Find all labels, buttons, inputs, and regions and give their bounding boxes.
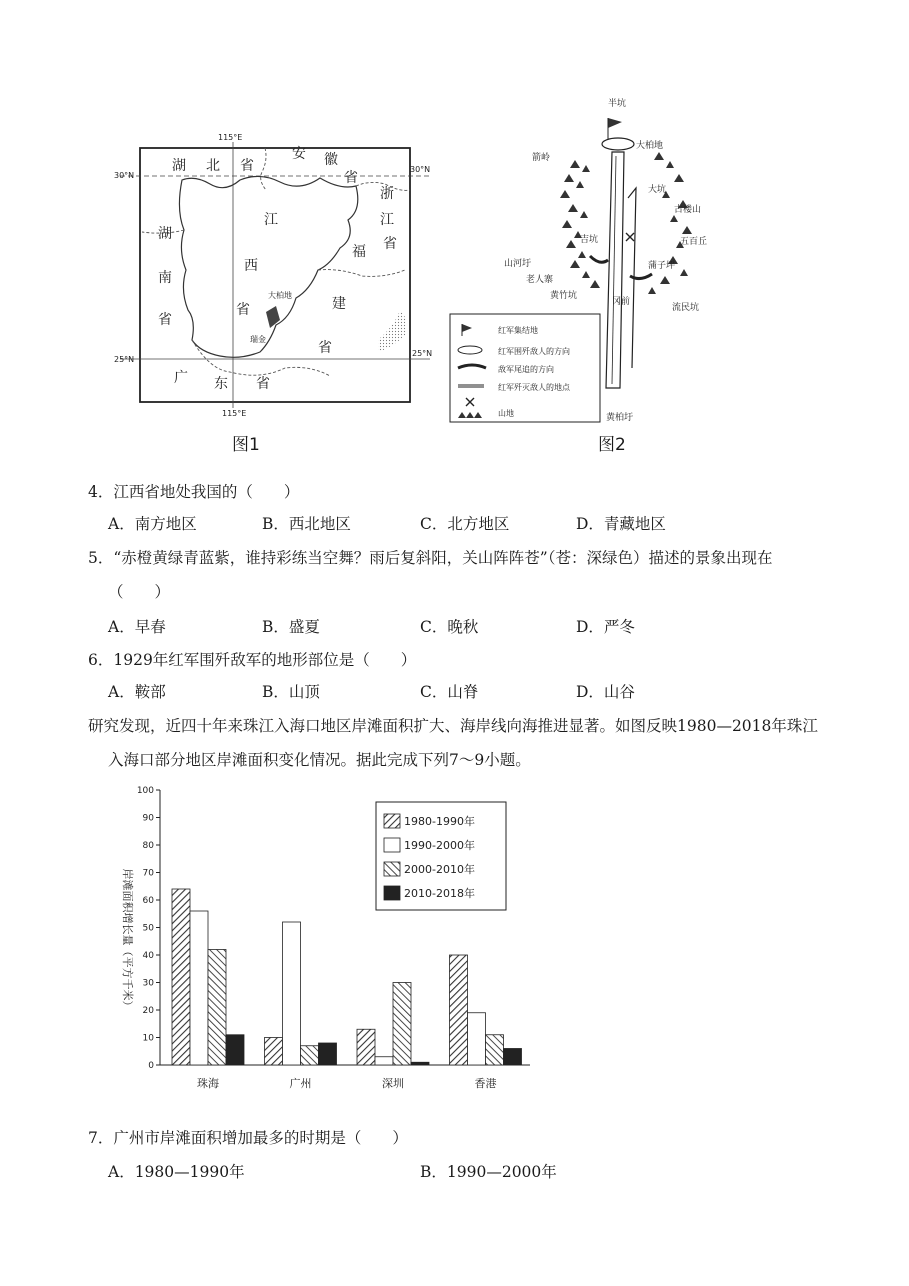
question-6-option-a[interactable]: A．鞍部: [108, 683, 166, 701]
place-label: 古楼山: [674, 205, 702, 215]
lon-label-top: 115°E: [218, 133, 243, 142]
lat-30-left-label: 30°N: [114, 171, 135, 180]
map-label-ruijin: 瑞金: [250, 335, 266, 344]
map-label: 省: [256, 376, 270, 392]
map-label: 省: [383, 236, 397, 252]
place-label: 老人寨: [526, 275, 554, 285]
chart-legend-swatch: [384, 886, 400, 900]
figure2-map: [440, 88, 740, 428]
chart-bar: [411, 1062, 429, 1065]
chart-bar: [226, 1035, 244, 1065]
place-label: 山河圩: [504, 259, 532, 269]
map-label: 西: [244, 258, 258, 274]
chart-category-label: 广州: [289, 1077, 312, 1090]
chart-category-label: 深圳: [382, 1077, 404, 1090]
place-label: 蒲子坪: [648, 261, 676, 271]
chart-y-tick-label: 80: [142, 841, 154, 851]
map-label: 省: [240, 158, 254, 174]
chart-bar: [265, 1038, 283, 1066]
map-label: 省: [158, 312, 172, 328]
map-label: 南: [158, 270, 172, 286]
map-label: 安: [292, 146, 306, 162]
chart-bar: [468, 1013, 486, 1065]
gathering-point-icon: [602, 138, 634, 150]
chart-y-axis-label: 岸滩面积增长量（平方千米）: [121, 868, 134, 1012]
place-label: 大坑: [648, 185, 667, 195]
battle-point-icon: [626, 233, 634, 241]
chart-y-tick-label: 0: [148, 1061, 154, 1071]
map-label: 浙: [380, 186, 394, 202]
map-label-daibaidi: 大柏地: [268, 291, 292, 300]
figure1-caption: 图1: [232, 435, 260, 455]
legend-label: 红军集结地: [498, 326, 538, 335]
figure1-map: [100, 120, 440, 420]
chart-legend-swatch: [384, 838, 400, 852]
lat-25-left-label: 25°N: [114, 355, 135, 364]
map-label: 东: [214, 376, 228, 392]
map-label: 湖: [158, 226, 172, 242]
chart-bar: [190, 911, 208, 1065]
chart-category-label: 香港: [474, 1077, 497, 1090]
chart-legend-swatch: [384, 814, 400, 828]
map-label: 湖: [172, 158, 186, 174]
chart-bar: [283, 922, 301, 1065]
jiangxi-border: [179, 176, 357, 357]
passage-line-1: 研究发现，近四十年来珠江入海口地区岸滩面积扩大、海岸线向海推进显著。如图反映1980—2018年珠江: [88, 717, 818, 735]
chart-bar: [450, 955, 468, 1065]
map-label: 省: [344, 170, 358, 186]
chart-bar: [208, 950, 226, 1066]
chart-legend-label: 1980-1990年: [404, 815, 475, 828]
question-5-stem-cont: （ ）: [108, 583, 171, 601]
chart-y-tick-label: 30: [142, 978, 154, 989]
map-label: 省: [236, 302, 250, 318]
map-label: 徽: [324, 152, 338, 168]
flag-icon: [608, 118, 622, 128]
map-label: 省: [318, 340, 332, 356]
legend-label: 山地: [498, 409, 514, 418]
map-label: 江: [380, 212, 394, 228]
place-label: 黄竹坑: [550, 291, 578, 301]
question-6-stem: 6．1929年红军围歼敌军的地形部位是（ ）: [88, 651, 417, 669]
chart-bar: [486, 1035, 504, 1065]
lat-30-right-label: 30°N: [410, 165, 431, 174]
chart-y-tick-label: 90: [142, 813, 154, 824]
chart-y-tick-label: 70: [142, 868, 154, 879]
chart-y-tick-label: 50: [142, 923, 154, 934]
question-7-option-a[interactable]: A．1980—1990年: [108, 1163, 245, 1181]
chart-y-tick-label: 60: [142, 896, 154, 906]
place-label: 箭岭: [532, 153, 551, 163]
beach-area-chart: [110, 780, 550, 1100]
mountain-icon: [560, 152, 692, 294]
place-label: 流民坑: [672, 303, 700, 313]
passage-line-2: 入海口部分地区岸滩面积变化情况。据此完成下列7～9小题。: [108, 751, 531, 769]
map-label: 福: [352, 244, 366, 260]
place-label: 大柏地: [636, 141, 664, 151]
chart-y-tick-label: 20: [142, 1006, 154, 1016]
chart-bar: [504, 1049, 522, 1066]
question-4-option-d[interactable]: D．青藏地区: [576, 515, 666, 533]
question-4-stem: 4．江西省地处我国的（ ）: [88, 483, 300, 501]
question-5-option-b[interactable]: B．盛夏: [262, 618, 320, 636]
question-7-stem: 7．广州市岸滩面积增加最多的时期是（ ）: [88, 1129, 408, 1147]
chart-legend-label: 2010-2018年: [404, 887, 475, 900]
chart-bar: [319, 1043, 337, 1065]
question-4-option-c[interactable]: C．北方地区: [420, 515, 510, 533]
map-label: 北: [206, 158, 220, 174]
daibaidi-area: [266, 306, 280, 328]
chart-bar: [301, 1046, 319, 1065]
question-4-option-a[interactable]: A．南方地区: [108, 515, 197, 533]
place-label: 黄柏圩: [606, 413, 634, 423]
lat-25-right-label: 25°N: [412, 349, 433, 358]
legend-label: 红军歼灭敌人的地点: [498, 383, 570, 392]
legend-label: 敌军尾追的方向: [498, 365, 554, 374]
legend-label: 红军围歼敌人的方向: [498, 347, 570, 356]
question-4-option-b[interactable]: B．西北地区: [262, 515, 351, 533]
chart-y-tick-label: 100: [136, 786, 154, 796]
question-5-option-c[interactable]: C．晚秋: [420, 618, 479, 636]
map-label: 建: [332, 296, 346, 312]
chart-bar: [172, 889, 190, 1065]
chart-bar: [357, 1029, 375, 1065]
place-label: 冈前: [612, 297, 631, 307]
map-label: 广: [174, 370, 188, 386]
place-label: 半坑: [608, 99, 627, 109]
chart-legend-swatch: [384, 862, 400, 876]
lon-label-bottom: 115°E: [222, 409, 247, 418]
question-5-option-d[interactable]: D．严冬: [576, 618, 635, 636]
chart-bar: [393, 983, 411, 1066]
chart-bar: [375, 1057, 393, 1065]
chart-category-label: 珠海: [197, 1077, 219, 1090]
chart-y-tick-label: 10: [142, 1033, 154, 1044]
question-6-option-d[interactable]: D．山谷: [576, 683, 635, 701]
map-label: 江: [264, 212, 278, 228]
chart-y-tick-label: 40: [142, 951, 154, 961]
question-6-option-b[interactable]: B．山顶: [262, 683, 320, 701]
chart-legend-label: 1990-2000年: [404, 839, 475, 852]
question-5-stem: 5．“赤橙黄绿青蓝紫，谁持彩练当空舞？雨后复斜阳，关山阵阵苍”（苍：深绿色）描述的景象出现在: [88, 549, 773, 567]
question-7-option-b[interactable]: B．1990—2000年: [420, 1163, 557, 1181]
chart-legend-label: 2000-2010年: [404, 863, 475, 876]
place-label: 吉坑: [580, 235, 599, 245]
question-6-option-c[interactable]: C．山脊: [420, 683, 479, 701]
question-5-option-a[interactable]: A．早春: [108, 618, 166, 636]
figure2-caption: 图2: [598, 435, 626, 455]
place-label: 五百丘: [680, 237, 708, 247]
